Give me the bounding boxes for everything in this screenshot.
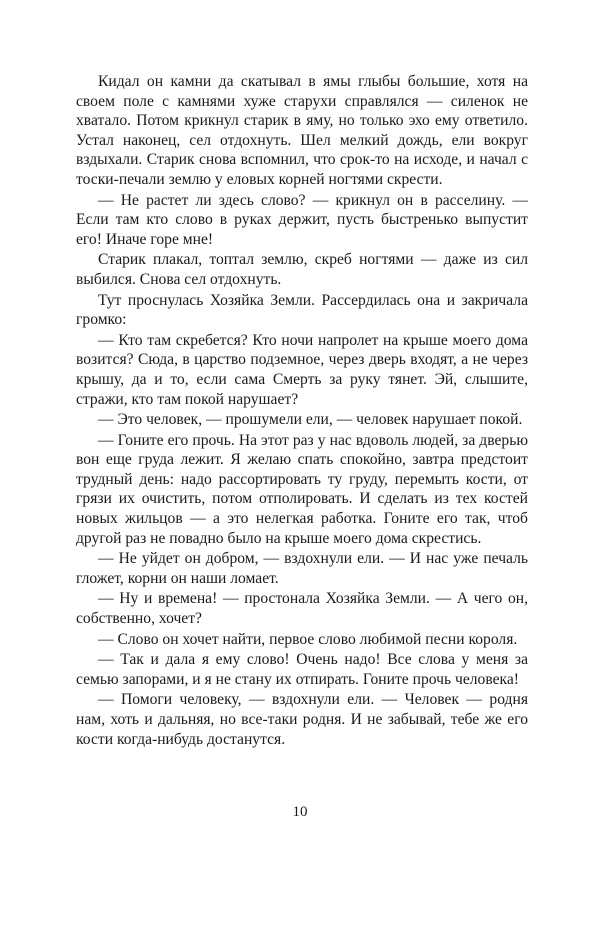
paragraph: — Не растет ли здесь слово? — крикнул он в расселину. — Если там кто слово в руках держит, пусть быстренько выпустит его! Иначе горе мне!	[76, 191, 528, 248]
paragraph: — Не уйдет он добром, — вздохнули ели. — И нас уже печаль гложет, корни он наши ломает.	[76, 550, 528, 587]
paragraph: — Гоните его прочь. На этот раз у нас вдоволь людей, за дверью вон еще груда лежит. Я желаю спать спокойно, завтра предстоит трудный день: надо рассортировать ту груду, перемыть кости, от грязи их очистить, потом отполировать. И сделать из тех костей новых жильцов — а это нелегкая работка. Гоните его так, чтоб другой раз не повадно было на крыше моего дома скрестись.	[76, 431, 528, 547]
paragraph: — Это человек, — прошумели ели, — человек нарушает покой.	[98, 411, 523, 429]
paragraph: Кидал он камни да скатывал в ямы глыбы большие, хотя на своем поле с камнями хуже старухи справлялся — силенок не хватало. Потом крикнул старик в яму, но только эхо ему ответило. Устал наконец, сел отдохнуть. Шел мелкий дождь, ели вокруг вздыхали. Старик снова вспомнил, что срок-то на исходе, и начал с тоски-печали землю у еловых корней ногтями скрести.	[76, 73, 528, 188]
page-text	[76, 72, 528, 749]
paragraph: — Помоги человеку, — вздохнули ели. — Человек — родня нам, хоть и дальняя, но все-таки родня. И не забывай, тебе же его кости когда-нибудь достанутся.	[76, 691, 528, 748]
paragraph: — Так и дала я ему слово! Очень надо! Все слова у меня за семью запорами, и я не стану их отпирать. Гоните прочь человека!	[76, 651, 528, 688]
page-number: 10	[292, 804, 308, 820]
paragraph: Тут проснулась Хозяйка Земли. Рассердилась она и закричала громко:	[76, 291, 528, 329]
paragraph: — Слово он хочет найти, первое слово любимой песни короля.	[98, 630, 518, 648]
paragraph: Старик плакал, топтал землю, скреб ногтями — даже из сил выбился. Снова сел отдохнуть.	[76, 251, 528, 288]
paragraph: — Ну и времена! — простонала Хозяйка Земли. — А чего он, собственно, хочет?	[76, 590, 528, 628]
paragraph: — Кто там скребется? Кто ночи напролет на крыше моего дома возится? Сюда, в царство подземное, через дверь входят, а не через крышу, да и то, если сама Смерть за руку тянет. Эй, слышите, стражи, кто там покой нарушает?	[76, 331, 528, 408]
